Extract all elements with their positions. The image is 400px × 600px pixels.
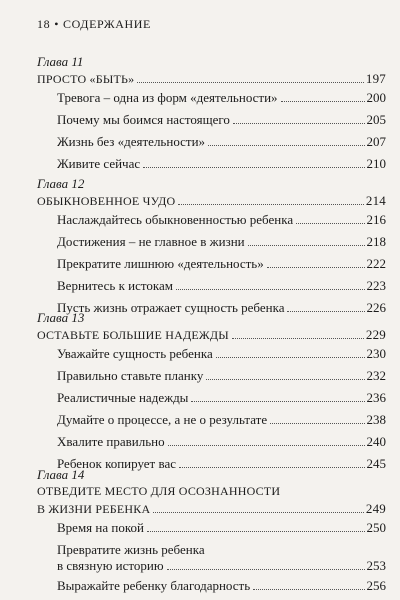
chapter-label: Глава 14 bbox=[37, 467, 85, 482]
entry-page: 207 bbox=[366, 134, 386, 149]
toc-entry[interactable] bbox=[37, 346, 386, 368]
page-header bbox=[37, 17, 151, 32]
toc-entry[interactable] bbox=[37, 256, 386, 278]
chapter-label: Глава 11 bbox=[37, 54, 84, 69]
toc-entry[interactable] bbox=[37, 156, 386, 178]
leader-dots bbox=[168, 445, 365, 446]
chapter-13 bbox=[37, 310, 386, 478]
entry-title: Реалистичные надежды bbox=[57, 390, 189, 405]
chapter-page: 214 bbox=[365, 193, 386, 208]
entry-title: Живите сейчас bbox=[57, 156, 141, 171]
entry-title: Время на покой bbox=[57, 520, 144, 535]
entry-page: 236 bbox=[366, 390, 386, 405]
chapter-title-row[interactable] bbox=[37, 192, 386, 210]
entry-title: Выражайте ребенку благодарность bbox=[57, 578, 251, 593]
entry-page: 205 bbox=[366, 112, 386, 127]
entry-list bbox=[37, 212, 386, 322]
chapter-title-line1: ОТВЕДИТЕ МЕСТО ДЛЯ ОСОЗНАННОСТИ bbox=[37, 484, 281, 498]
entry-page: 256 bbox=[366, 578, 386, 593]
leader-dots bbox=[281, 101, 365, 102]
chapter-title-row[interactable] bbox=[37, 483, 386, 518]
leader-dots bbox=[267, 267, 365, 268]
toc-entry[interactable] bbox=[37, 212, 386, 234]
leader-dots bbox=[208, 145, 364, 146]
entry-page: 232 bbox=[366, 368, 386, 383]
chapter-title-line bbox=[37, 483, 386, 500]
toc-entry[interactable] bbox=[37, 412, 386, 434]
leader-dots bbox=[176, 289, 365, 290]
chapter-11 bbox=[37, 54, 386, 178]
entry-title: Тревога – одна из форм «деятельности» bbox=[57, 90, 278, 105]
leader-dots bbox=[167, 569, 365, 570]
entry-page: 238 bbox=[366, 412, 386, 427]
leader-dots bbox=[178, 204, 364, 205]
entry-title: Ребенок копирует вас bbox=[57, 456, 176, 471]
entry-list bbox=[37, 520, 386, 600]
entry-line bbox=[57, 558, 386, 574]
toc-entry[interactable] bbox=[37, 434, 386, 456]
entry-page: 222 bbox=[366, 256, 386, 271]
toc-entry[interactable] bbox=[37, 520, 386, 542]
toc-entry[interactable] bbox=[37, 578, 386, 600]
entry-title: Почему мы боимся настоящего bbox=[57, 112, 230, 127]
leader-dots bbox=[153, 512, 364, 513]
entry-page: 223 bbox=[366, 278, 386, 293]
toc-entry[interactable] bbox=[37, 134, 386, 156]
chapter-title-line bbox=[37, 500, 386, 518]
entry-page: 210 bbox=[366, 156, 386, 171]
leader-dots bbox=[233, 123, 365, 124]
entry-page: 245 bbox=[366, 456, 386, 471]
chapter-page: 229 bbox=[365, 327, 386, 342]
page-number: 18 bbox=[37, 17, 51, 31]
chapter-title-row[interactable] bbox=[37, 70, 386, 88]
entry-title-line1: Превратите жизнь ребенка bbox=[57, 542, 205, 557]
entry-title-line2: в связную историю bbox=[57, 558, 164, 573]
entry-title: Уважайте сущность ребенка bbox=[57, 346, 213, 361]
leader-dots bbox=[143, 167, 364, 168]
chapter-title-line2: В ЖИЗНИ РЕБЕНКА bbox=[37, 502, 151, 516]
entry-title: Хвалите правильно bbox=[57, 434, 165, 449]
leader-dots bbox=[137, 82, 364, 83]
entry-title: Думайте о процессе, а не о результате bbox=[57, 412, 268, 427]
toc-entry[interactable] bbox=[37, 368, 386, 390]
entry-page: 250 bbox=[366, 520, 386, 535]
entry-list bbox=[37, 346, 386, 478]
entry-page: 240 bbox=[366, 434, 386, 449]
toc-entry[interactable] bbox=[37, 234, 386, 256]
chapter-14 bbox=[37, 467, 386, 600]
toc-entry[interactable] bbox=[37, 112, 386, 134]
leader-dots bbox=[270, 423, 364, 424]
leader-dots bbox=[147, 531, 365, 532]
entry-page: 218 bbox=[366, 234, 386, 249]
toc-entry[interactable] bbox=[37, 278, 386, 300]
chapter-12 bbox=[37, 176, 386, 322]
entry-title: Наслаждайтесь обыкновенностью ребенка bbox=[57, 212, 294, 227]
chapter-title-row[interactable] bbox=[37, 326, 386, 344]
leader-dots bbox=[232, 338, 364, 339]
entry-title: Жизнь без «деятельности» bbox=[57, 134, 206, 149]
leader-dots bbox=[248, 245, 365, 246]
entry-title: Прекратите лишнюю «деятельность» bbox=[57, 256, 264, 271]
chapter-title: ПРОСТО «БЫТЬ» bbox=[37, 72, 135, 86]
entry-page: 253 bbox=[366, 558, 386, 573]
chapter-label: Глава 12 bbox=[37, 176, 85, 191]
leader-dots bbox=[191, 401, 364, 402]
entry-line bbox=[57, 542, 386, 558]
entry-title: Вернитесь к истокам bbox=[57, 278, 173, 293]
toc-entry[interactable] bbox=[37, 90, 386, 112]
leader-dots bbox=[253, 589, 364, 590]
entry-page: 216 bbox=[366, 212, 386, 227]
entry-title: Достижения – не главное в жизни bbox=[57, 234, 245, 249]
entry-page: 200 bbox=[366, 90, 386, 105]
entry-title: Пусть жизнь отражает сущность ребенка bbox=[57, 300, 285, 315]
header-bullet: • bbox=[54, 17, 60, 31]
entry-title: Правильно ставьте планку bbox=[57, 368, 204, 383]
entry-page: 230 bbox=[366, 346, 386, 361]
chapter-title: ОБЫКНОВЕННОЕ ЧУДО bbox=[37, 194, 176, 208]
chapter-title: ОСТАВЬТЕ БОЛЬШИЕ НАДЕЖДЫ bbox=[37, 328, 229, 342]
toc-entry[interactable] bbox=[37, 390, 386, 412]
toc-entry[interactable] bbox=[37, 542, 386, 578]
entry-page: 226 bbox=[366, 300, 386, 315]
running-title: СОДЕРЖАНИЕ bbox=[63, 17, 151, 31]
entry-list bbox=[37, 90, 386, 178]
leader-dots bbox=[216, 357, 365, 358]
chapter-page: 249 bbox=[365, 501, 386, 516]
leader-dots bbox=[206, 379, 364, 380]
chapter-label: Глава 13 bbox=[37, 310, 85, 325]
chapter-page: 197 bbox=[365, 71, 386, 86]
leader-dots bbox=[296, 223, 364, 224]
